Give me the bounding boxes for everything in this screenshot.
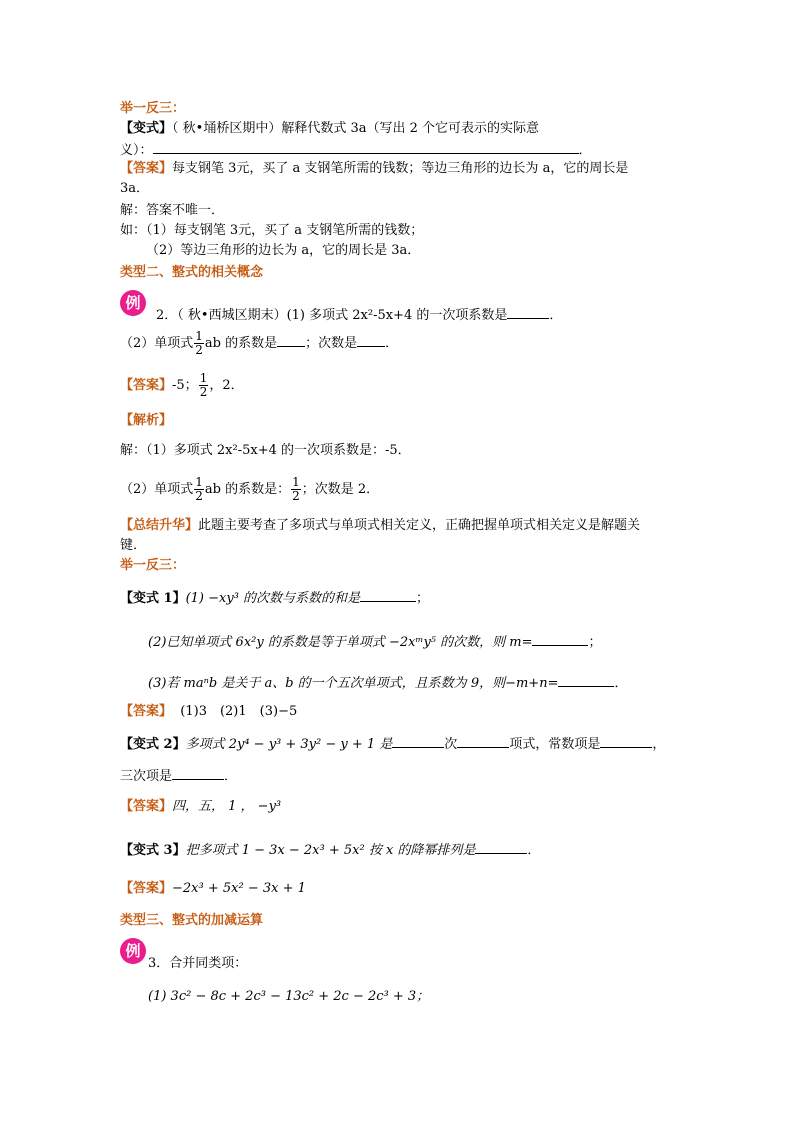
answer-blank[interactable] [357, 333, 385, 347]
analysis-tag: 【解析】 [120, 413, 173, 428]
answer-line [120, 160, 628, 178]
variant-tag: 【变式 2】 [120, 737, 186, 752]
variant-text: 次 [444, 737, 458, 752]
question-text: ；次数是 [305, 336, 358, 351]
solution-line: 如：（1）每支钢笔 3元，买了 a 支钢笔所需的钱数； [120, 223, 424, 238]
type-heading: 类型三、整式的加减运算 [120, 913, 264, 928]
section-heading: 举一反三： [120, 558, 186, 573]
answer-tag: 【答案】 [120, 799, 173, 814]
question-line: 3．合并同类项： [148, 956, 248, 971]
type-heading: 类型二、整式的相关概念 [120, 265, 264, 280]
variant-line [120, 120, 539, 138]
fraction: $\frac{1}{2}$ [195, 329, 203, 357]
answer-text: (1)3 (2)1 (3)−5 [180, 704, 298, 719]
variant-text: 项式，常数项是 [509, 737, 601, 752]
answer-text: 每支钢笔 3元，买了 a 支钢笔所需的钱数；等边三角形的边长为 a，它的周长是 [172, 161, 629, 176]
example-badge-icon: 例 [120, 290, 146, 316]
answer-blank[interactable] [153, 140, 579, 154]
answer-tag: 【答案】 [120, 378, 173, 393]
variant-text: 多项式 2y⁴ − y³ + 3y² − y + 1 是 [185, 737, 393, 752]
variant-text: （ 秋•埇桥区期中）解释代数式 3a（写出 2 个它可表示的实际意 [172, 121, 540, 136]
example-badge-icon: 例 [120, 938, 146, 964]
summary-line [120, 517, 640, 535]
variant-tag: 【变式 1】 [120, 591, 186, 606]
summary-cont: 键． [120, 538, 147, 553]
summary-text: 此题主要考查了多项式与单项式相关定义，正确把握单项式相关定义是解题关 [198, 518, 641, 533]
variant-text: (2)已知单项式 6x²y 的系数是等于单项式 −2xᵐy⁵ 的次数，则 m= [148, 635, 533, 650]
solution-line: 解：（1）多项式 2x²-5x+4 的一次项系数是：-5． [120, 443, 411, 458]
answer-blank[interactable] [507, 305, 549, 319]
solution-line [120, 476, 379, 503]
answer-blank[interactable] [558, 673, 614, 687]
question-line: 2．（ 秋•西城区期末）(1) 多项式 2x²-5x+4 的一次项系数是 ． [156, 305, 562, 325]
answer-text: 四，五， 1 ， −y³ [172, 799, 282, 814]
variant-text: 三次项是 [120, 769, 173, 784]
variant-3-line: 【变式 3】把多项式 1 − 3x − 2x³ + 5x² 按 x 的降幂排列是 ． [120, 840, 540, 860]
variant-text: 把多项式 1 − 3x − 2x³ + 5x² 按 x 的降幂排列是 [185, 843, 476, 858]
fraction: $\frac{1}{2}$ [292, 475, 300, 503]
answer-tag: 【答案】 [120, 881, 173, 896]
variant-2-line: 【变式 2】多项式 2y⁴ − y³ + 3y² − y + 1 是 次 项式，常数项是 ， [120, 734, 665, 754]
variant-1-answer [120, 703, 297, 721]
answer-blank[interactable] [277, 333, 305, 347]
variant-3-answer [120, 880, 306, 898]
solution-line: （2）等边三角形的边长为 a，它的周长是 3a． [146, 243, 421, 258]
section-heading: 举一反三： [120, 101, 186, 116]
variant-2-answer [120, 798, 281, 816]
answer-text: −2x³ + 5x² − 3x + 1 [172, 881, 306, 896]
question-text: （2）单项式 [120, 336, 194, 351]
question-text: ab 的系数是 [204, 336, 278, 351]
summary-tag: 【总结升华】 [120, 518, 199, 533]
answer-tag: 【答案】 [120, 161, 173, 176]
solution-line: 解：答案不唯一． [120, 203, 225, 218]
variant-1-line: (2)已知单项式 6x²y 的系数是等于单项式 −2xᵐy⁵ 的次数，则 m= ； [148, 632, 602, 652]
variant-text: (3)若 maⁿb 是关于 a、b 的一个五次单项式，且系数为 9，则−m+n= [148, 676, 559, 691]
solution-text: ab 的系数是： [204, 482, 291, 497]
answer-blank[interactable] [532, 632, 588, 646]
variant-tag: 【变式 3】 [120, 843, 186, 858]
solution-text: ；次数是 2． [301, 482, 380, 497]
variant-1-line: (3)若 maⁿb 是关于 a、b 的一个五次单项式，且系数为 9，则−m+n= ． [148, 673, 627, 693]
answer-text: ，2． [209, 378, 244, 393]
answer-blank[interactable] [392, 734, 444, 748]
answer-cont: 3a． [120, 181, 150, 196]
variant-2-line: 三次项是 ． [120, 766, 237, 786]
answer-blank[interactable] [475, 840, 527, 854]
answer-blank[interactable] [172, 766, 224, 780]
variant-1-line: 【变式 1】(1) −xy³ 的次数与系数的和是 ； [120, 588, 429, 608]
solution-text: （2）单项式 [120, 482, 194, 497]
question-text: 2．（ 秋•西城区期末）(1) 多项式 2x²-5x+4 的一次项系数是 [156, 308, 508, 323]
question-line: (1) 3c² − 8c + 2c³ − 13c² + 2c − 2c³ + 3； [148, 989, 430, 1004]
answer-blank[interactable] [457, 734, 509, 748]
question-line: （2）单项式 $\frac{1}{2}$ ab 的系数是 ；次数是 ． [120, 329, 399, 357]
variant-text: (1) −xy³ 的次数与系数的和是 [185, 591, 361, 606]
variant-line-cont: 义）： ． [120, 140, 592, 160]
variant-cont: 义）： [120, 143, 153, 158]
answer-tag: 【答案】 [120, 704, 173, 719]
fraction: $\frac{1}{2}$ [199, 371, 208, 399]
answer-blank[interactable] [360, 588, 416, 602]
answer-text: -5； [172, 378, 198, 393]
answer-blank[interactable] [600, 734, 652, 748]
answer-line [120, 372, 244, 399]
variant-tag: 【变式】 [120, 121, 173, 136]
fraction: $\frac{1}{2}$ [195, 475, 203, 503]
